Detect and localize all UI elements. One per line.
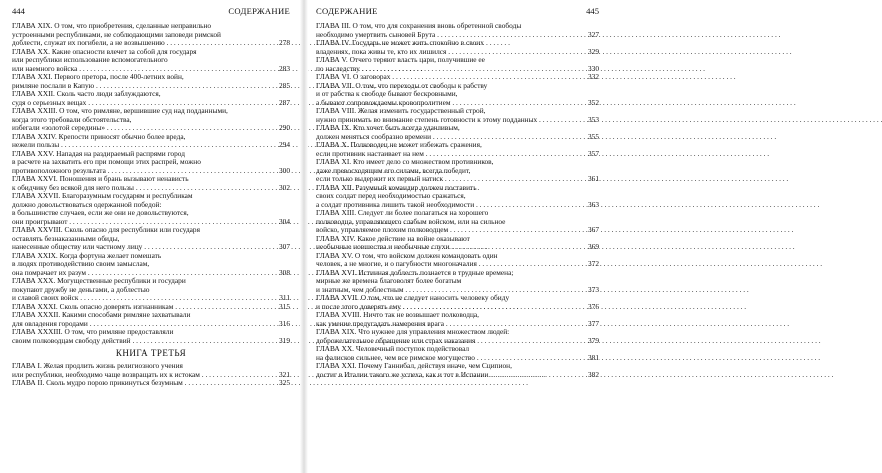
toc-entry-line: ГЛАВА XXXIII. О том, что римляне предоставляли: [12, 327, 174, 336]
toc-entry-page: 308: [278, 267, 290, 277]
toc-entry-page: 285: [278, 80, 290, 90]
toc-entry-line: на фалисков сильнее, чем все римское могущество . . .: [326, 354, 599, 363]
left-toc-list: [12, 22, 290, 345]
toc-entry: [12, 226, 290, 252]
toc-entry-line: или наемного войска . . .: [22, 65, 290, 74]
toc-entry-page: 376: [587, 301, 599, 311]
toc-entry-line: а солдат противника лишить такой необходимости . . .: [326, 201, 599, 210]
toc-entry-line: ГЛАВА XXVII. Благоразумным государям и республикам: [12, 191, 193, 200]
toc-entry-line: ГЛАВА XI. Кто имеет дело со множеством противников,: [316, 157, 494, 166]
toc-entry-page: 278: [278, 38, 290, 47]
toc-entry-page: 381: [587, 352, 599, 362]
toc-entry: [12, 362, 290, 379]
toc-entry: [316, 22, 599, 39]
toc-entry-line: она помрачает их разум . . .: [22, 269, 290, 278]
toc-entry-line: в большинстве случаев, если же они не довольствуются,: [12, 208, 189, 217]
toc-entry-page: 372: [587, 259, 599, 268]
toc-entry-line: в расчете на захватить его при помощи этих распрей, можно: [12, 157, 201, 166]
toc-entry-line: ГЛАВА XIX. О том, что приобретения, сделанные неправильно: [12, 21, 212, 30]
toc-entry-page: 353: [587, 114, 599, 124]
toc-entry-line: человек, а не многие, и о пагубности многоначалия . . .: [326, 260, 599, 269]
toc-entry-line: ГЛАВА X. Полководец не может избежать сражения,: [316, 140, 482, 149]
toc-entry: [316, 362, 599, 379]
toc-entry-page: 332: [587, 72, 599, 81]
toc-entry-page: 327: [587, 29, 599, 39]
right-page: [310, 0, 611, 473]
toc-entry-line: ГЛАВА IX. Кто хочет быть всегда удачливым,: [316, 123, 460, 132]
toc-entry-line: к обидчику без всякой для него пользы . . .: [22, 184, 290, 193]
toc-entry-page: 361: [587, 174, 599, 183]
toc-entry: [12, 252, 290, 278]
toc-entry-line: ГЛАВА II. Сколь мудро порою прикинуться безумным . . .: [22, 379, 290, 388]
toc-entry-line: ГЛАВА XXIX. Когда фортуна желает помешать: [12, 250, 162, 260]
toc-entry-line: ГЛАВА XX. Человечный поступок подействовал: [316, 344, 470, 353]
toc-entry-line: нужно принимать во внимание степень готовности к этому подданных . . .: [326, 116, 599, 125]
right-page-header: [316, 4, 599, 18]
book-three-heading: КНИГА ТРЕТЬЯ: [115, 348, 187, 358]
toc-entry-line: ГЛАВА XXV. Нападая на раздираемый распрями город: [12, 148, 185, 158]
toc-entry-page: 357: [587, 148, 599, 158]
toc-entry-page: 304: [278, 216, 290, 226]
toc-entry: [316, 311, 599, 328]
toc-entry-line: ГЛАВА XII. Разумный командир должен поставить: [316, 182, 477, 192]
toc-entry-page: 325: [278, 378, 290, 387]
toc-entry: [12, 133, 290, 150]
toc-entry-line: доблести, служат их погибели, а не возвышению . . .: [22, 39, 290, 48]
toc-entry-line: оставлять безнаказанными обиды,: [12, 233, 120, 243]
toc-entry: [12, 379, 290, 388]
toc-entry-line: противоположного результата . . .: [22, 167, 290, 176]
toc-entry: [12, 107, 290, 133]
toc-entry-page: 316: [278, 318, 290, 328]
toc-entry-line: мирные же времена благоволят более богатым: [316, 276, 462, 285]
toc-entry-line: своим полководцам свободу действий . . .: [22, 337, 290, 346]
toc-entry: [316, 141, 599, 158]
toc-entry-page: 311: [279, 293, 290, 302]
toc-entry-line: необычные новшества и необычные слухи . . .: [326, 243, 599, 252]
toc-entry: [12, 90, 290, 107]
toc-entry: [316, 345, 599, 362]
toc-entry-page: 287: [278, 97, 290, 107]
toc-entry-line: нежели пользы . . .: [22, 141, 290, 150]
toc-entry: [316, 39, 599, 56]
toc-entry: [12, 48, 290, 74]
toc-entry-line: если только выдержит их первый натиск . . .: [326, 175, 599, 184]
toc-entry-page: 379: [587, 335, 599, 345]
toc-entry: [316, 124, 599, 141]
toc-entry-line: ГЛАВА XXII. Сколь часто люди заблуждаются,: [12, 89, 161, 98]
toc-entry-line: ГЛАВА IV. Государь не может жить спокойно в своих: [316, 38, 484, 47]
toc-entry-line: или республики использование вспомогательного: [12, 55, 168, 64]
toc-entry-page: 377: [587, 318, 599, 328]
toc-entry: [316, 184, 599, 210]
left-page-header: [12, 4, 290, 18]
toc-entry: [316, 328, 599, 345]
toc-entry-page: 329: [587, 46, 599, 56]
toc-entry: [316, 56, 599, 73]
toc-entry-line: и славой своих войск . . .: [22, 294, 290, 303]
toc-entry-page: 369: [587, 242, 599, 251]
toc-entry: [316, 209, 599, 235]
toc-entry-line: ГЛАВА XVII. О том, что не следует наносить человеку обиду: [316, 293, 510, 302]
toc-entry-page: 290: [278, 123, 290, 132]
toc-entry: [316, 107, 599, 124]
toc-entry: [316, 158, 599, 184]
toc-entry-line: ГЛАВА III. О том, что для сохранения вновь обретенной свободы: [316, 21, 522, 30]
toc-entry-line: войско, управляемое плохим полководцем . . .: [326, 226, 599, 235]
toc-entry: [12, 22, 290, 48]
toc-entry-page: 363: [587, 199, 599, 209]
toc-entry-line: ГЛАВА XIV. Какое действие на войне оказывают: [316, 233, 470, 243]
toc-entry-line: ГЛАВА V. Отчего теряют власть цари, получившие ее: [316, 55, 485, 64]
toc-entry-line: для овладения городами . . .: [22, 320, 290, 329]
toc-entry: [12, 192, 290, 226]
toc-entry-line: и знатным, чем доблестным . . .: [326, 286, 599, 295]
left-page: [0, 0, 296, 473]
toc-entry-line: или республики, необходимо чаще возвращать их к истокам . . .: [22, 371, 290, 380]
toc-entry-line: они проигрывают . . .: [22, 218, 290, 227]
toc-entry-line: ГЛАВА XXXI. Сколь опасно доверять изгнанникам . . .: [22, 303, 290, 312]
toc-entry-page: 373: [587, 284, 599, 294]
toc-entry-line: должно довольствоваться одержанной победой:: [12, 199, 162, 209]
toc-entry-line: ГЛАВА XXX. Могущественные республики и государи: [12, 276, 186, 285]
toc-entry-line: ГЛАВА XV. О том, что войском должен командовать один: [316, 250, 498, 260]
toc-entry-page: 321: [278, 369, 290, 379]
toc-entry-line: ГЛАВА I. Желая продлить жизнь религиозного учения: [12, 361, 183, 370]
toc-entry-line: покупают дружбу не деньгами, а доблестью: [12, 284, 150, 294]
toc-entry: [316, 294, 599, 311]
toc-entry-line: должен меняться сообразно времени . . .: [326, 133, 599, 142]
toc-entry: [12, 328, 290, 345]
toc-entry: [12, 175, 290, 192]
toc-entry-line: ГЛАВА XXVI. Поношения и брань вызывают ненависть: [12, 174, 189, 183]
left-running-title: СОДЕРЖАНИЕ: [228, 6, 290, 16]
toc-entry-line: как умение предугадать намерения врага . . .: [326, 320, 599, 329]
toc-entry: [316, 82, 599, 108]
toc-entry-line: владениях, пока живы те, кто их лишился . . .: [326, 48, 599, 57]
toc-entry-line: ГЛАВА XIII. Следует ли более полагаться на хорошего: [316, 208, 489, 217]
toc-entry-line: ГЛАВА XVIII. Ничто так не возвышает полководца,: [316, 310, 479, 319]
toc-entry-line: необходимо умертвить сыновей Брута . . .: [326, 31, 599, 40]
toc-entry-line: ГЛАВА XVI. Истинная доблесть познается в трудные времена;: [316, 267, 514, 277]
toc-entry-line: ГЛАВА VII. О том, что переходы от свободы к рабству: [316, 80, 488, 90]
toc-entry-line: когда этого требовали обстоятельства,: [12, 114, 132, 124]
toc-entry-line: ГЛАВА XXI. Почему Ганнибал, действуя иначе, чем Сципион,: [316, 361, 512, 370]
toc-entry-line: ГЛАВА XIX. Что нужнее для управления множеством людей:: [316, 327, 510, 336]
toc-entry-page: 300: [278, 165, 290, 175]
toc-entry-line: а бывают сопровождаемы кровопролитием . . .: [326, 99, 599, 108]
toc-entry-line: избегали «золотой середины» . . .: [22, 124, 290, 133]
toc-entry: [316, 235, 599, 252]
toc-entry: [12, 277, 290, 303]
toc-entry-line: ГЛАВА XXIV. Крепости приносят обычно более вреда,: [12, 131, 186, 141]
toc-entry-page: 382: [587, 369, 599, 379]
toc-entry-line: если противник настаивает на нем . . .: [326, 150, 599, 159]
right-running-title: СОДЕРЖАНИЕ: [316, 6, 378, 16]
toc-entry-line: и от рабства к свободе бывают бескровными,: [316, 89, 458, 98]
toc-entry-page: 330: [587, 63, 599, 73]
toc-entry-page: 302: [278, 182, 290, 192]
toc-entry-line: и после этого доверять ему . . .: [326, 303, 599, 312]
toc-entry-line: ГЛАВА XXVIII. Сколь опасно для республики или государя: [12, 225, 200, 234]
toc-entry-line: достиг в Италии такого же успеха, как и тот в Испании . . .: [326, 371, 599, 380]
toc-entry-page: 283: [278, 63, 290, 73]
toc-entry-line: в людях противодействию своим замыслам,: [12, 259, 150, 268]
toc-entry: [12, 150, 290, 176]
toc-entry-line: ГЛАВА XXIII. О том, что римляне, вершившие суд над подданными,: [12, 106, 228, 115]
toc-entry-line: ГЛАВА XXXII. Какими способами римляне захватывали: [12, 310, 191, 319]
toc-entry: [316, 269, 599, 295]
toc-entry: [316, 252, 599, 269]
toc-entry-line: ГЛАВА VI. О заговорах . . .: [326, 73, 599, 82]
toc-entry-page: 352: [587, 97, 599, 107]
right-page-number: 445: [586, 6, 599, 16]
toc-entry-line: ГЛАВА XXI. Первого претора, после 400-летних войн,: [12, 72, 184, 81]
toc-entry-line: полководца, управляющего слабым войском, или на сильное: [316, 216, 506, 226]
right-toc-list: [316, 22, 599, 379]
toc-entry-line: своих солдат перед необходимостью сражаться,: [316, 191, 466, 200]
book-spine: [300, 0, 308, 473]
toc-entry: [12, 73, 290, 90]
book-three-toc-list: [12, 362, 290, 388]
toc-entry-page: 315: [278, 301, 290, 311]
toc-entry-page: 319: [278, 335, 290, 345]
toc-entry-line: доброжелательное обращение или страх наказания . . .: [326, 337, 599, 346]
toc-entry-page: 294: [278, 140, 290, 149]
toc-entry-line: нанесенные обществу или частному лицу . . .: [22, 243, 290, 252]
toc-entry-page: 307: [278, 242, 290, 251]
toc-entry: [12, 311, 290, 328]
toc-entry-line: ГЛАВА XX. Какие опасности влечет за собой для государя: [12, 46, 197, 56]
toc-entry-line: римляне послали в Капую . . .: [22, 82, 290, 91]
toc-entry-page: 367: [587, 225, 599, 234]
left-page-number: 444: [12, 6, 25, 16]
toc-entry-line: судя о серьезных вещах . . .: [22, 99, 290, 108]
toc-entry-line: устроенными республиками, не соблюдающими заповеди римской: [12, 29, 221, 39]
toc-entry-page: 355: [587, 131, 599, 141]
toc-entry-line: даже превосходящим его силами, всегда победит,: [316, 165, 471, 175]
toc-entry-line: ГЛАВА VIII. Желая изменить государственный строй,: [316, 106, 486, 115]
toc-entry-line: по наследству . . .: [326, 65, 599, 74]
